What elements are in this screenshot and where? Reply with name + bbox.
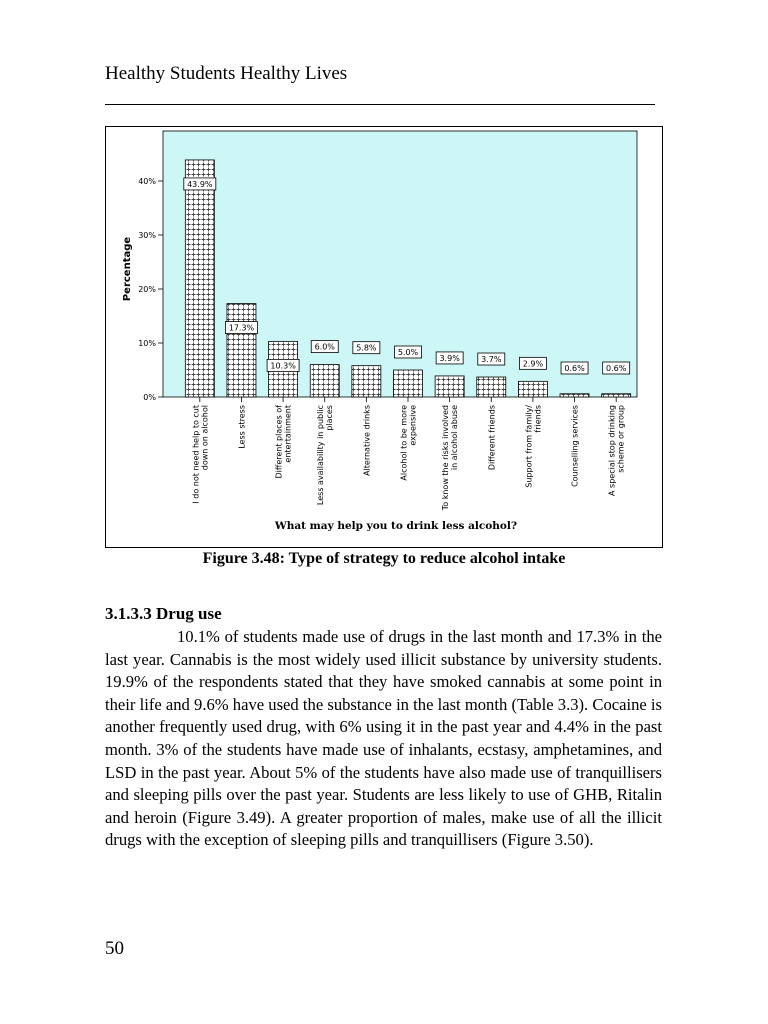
category-label: Less availability in public [316, 405, 326, 506]
y-tick-label: 40% [138, 177, 156, 186]
category-label: Support from family/ [524, 405, 534, 488]
category-label: Alternative drinks [362, 405, 372, 476]
bar [352, 366, 381, 397]
value-label: 6.0% [314, 342, 335, 352]
x-tick-labels [191, 397, 625, 511]
value-label: 5.8% [356, 343, 377, 353]
value-label: 10.3% [270, 361, 296, 371]
bar-chart [106, 127, 662, 547]
y-axis [138, 177, 163, 402]
value-label: 0.6% [606, 364, 627, 373]
value-label: 5.0% [397, 348, 419, 357]
figure-caption: Figure 3.48: Type of strategy to reduce alcohol intake [202, 550, 566, 567]
category-label: places [325, 405, 335, 431]
category-label: entertainment [283, 405, 293, 463]
y-tick-label: 30% [138, 231, 156, 240]
bar [310, 365, 339, 397]
bar [560, 394, 589, 397]
y-tick-label: 10% [138, 339, 156, 348]
value-label: 3.9% [439, 353, 460, 363]
bar [477, 377, 506, 397]
category-label: expensive [408, 405, 418, 446]
bar [518, 381, 547, 397]
value-label: 17.3% [228, 323, 255, 333]
bar [394, 370, 423, 397]
bar [435, 376, 464, 397]
category-label: friends [533, 405, 543, 433]
category-label: Different friends [487, 405, 497, 471]
value-label: 3.7% [481, 355, 502, 365]
category-label: scheme or group [616, 405, 626, 473]
y-tick-label: 20% [138, 285, 156, 294]
value-label: 0.6% [564, 364, 585, 373]
category-label: in alcohol abuse [450, 405, 460, 471]
category-label: down on alcohol [200, 405, 210, 471]
figure-frame [105, 126, 663, 548]
bar [185, 160, 214, 397]
value-label: 2.9% [522, 359, 544, 369]
y-axis-label: Percentage [122, 236, 133, 302]
category-label: Different places of [274, 405, 284, 479]
x-axis-label: What may help you to drink less alcohol? [274, 520, 518, 532]
category-label: Counselling services [570, 404, 580, 487]
y-tick-label: 0% [143, 393, 156, 402]
running-header: Healthy Students Healthy Lives [105, 63, 348, 84]
page-number: 50 [105, 938, 124, 959]
value-label: 43.9% [187, 179, 213, 189]
category-label: To know the risks involved [441, 405, 451, 511]
header-rule [105, 104, 655, 105]
category-label: Alcohol to be more [399, 405, 409, 481]
bar [227, 304, 256, 397]
section-heading: 3.1.3.3 Drug use [105, 604, 222, 623]
body-paragraph: 10.1% of students made use of drugs in the last month and 17.3% in the last year. Cannabis is the most widely used illicit substance by university students. 19.9% of the respondents stated that they have smoked cannabis at some point in their life and 9.6% have used the substance in the last month (Table 3.3). Cocaine is another frequently used drug, with 6% using it in the past year and 4.4% in the past month. 3% of the students have made use of inhalants, ecstasy, amphetamines, and LSD in the past year. About 5% of the students have also made use of tranquillisers and sleeping pills over the past year. Students are less likely to use of GHB, Ritalin and heroin (Figure 3.49). A greater proportion of males, make use of all the illicit drugs with the exception of sleeping pills and tranquillisers (Figure 3.50). [105, 627, 662, 850]
bar [602, 394, 631, 397]
category-label: Less stress [237, 405, 247, 449]
category-label: A special stop drinking [607, 405, 617, 496]
category-label: I do not need help to cut [191, 405, 201, 504]
